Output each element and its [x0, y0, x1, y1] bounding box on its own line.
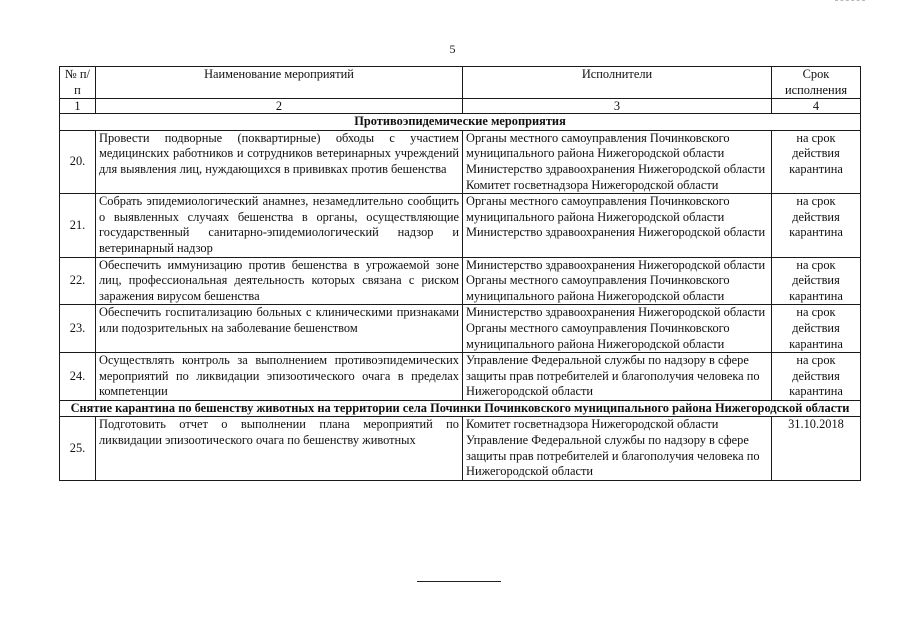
- measures-table: [59, 66, 861, 481]
- term-cell: на срок действия карантина: [772, 130, 861, 193]
- row-number: 20.: [60, 130, 96, 193]
- section-row: [60, 114, 861, 131]
- term-cell: на срок действия карантина: [772, 353, 861, 401]
- executors-cell: [463, 130, 772, 193]
- executors-cell: [463, 353, 772, 401]
- executor: Управление Федеральной службы по надзору в сфере защиты прав потребителей и благополучия человека по Нижегородской области: [466, 433, 760, 479]
- section-title: Снятие карантина по бешенству животных на территории села Починки Починковского муниципального района Нижегородской области: [60, 400, 861, 417]
- column-number: 3: [463, 99, 772, 114]
- measure-name: Собрать эпидемиологический анамнез, незамедлительно сообщить о выявленных случаях бешенства в органы, осуществляющие государственный санитарно-эпидемиологический надзор и ветеринарный надзор: [96, 194, 463, 257]
- executor: Органы местного самоуправления Починковского муниципального района Нижегородской области: [466, 273, 730, 303]
- executor: Министерство здравоохранения Нижегородской области: [466, 225, 766, 240]
- column-number: 4: [772, 99, 861, 114]
- table-row: [60, 305, 861, 353]
- row-number: 25.: [60, 417, 96, 480]
- term-cell: 31.10.2018: [772, 417, 861, 480]
- column-number: 2: [96, 99, 463, 114]
- row-number: 21.: [60, 194, 96, 257]
- column-number: 1: [60, 99, 96, 114]
- executor: Комитет госветнадзора Нижегородской области: [466, 177, 719, 192]
- executors-cell: [463, 305, 772, 353]
- page-number: 5: [449, 42, 456, 56]
- executor: Органы местного самоуправления Починковского муниципального района Нижегородской области: [466, 130, 730, 161]
- footer-divider: [417, 581, 501, 582]
- executor: Органы местного самоуправления Починковского муниципального района Нижегородской области: [466, 194, 730, 224]
- executors-cell: [463, 194, 772, 257]
- executor: Министерство здравоохранения Нижегородской области: [466, 161, 766, 176]
- table-row: [60, 130, 861, 193]
- measure-name: Подготовить отчет о выполнении плана мероприятий по ликвидации эпизоотического очага по бешенству животных: [96, 417, 463, 480]
- header-executors: Исполнители: [463, 67, 772, 99]
- term-cell: на срок действия карантина: [772, 305, 861, 353]
- table-row: [60, 257, 861, 305]
- term-cell: на срок действия карантина: [772, 194, 861, 257]
- executor: Органы местного самоуправления Починковского муниципального района Нижегородской области: [466, 320, 730, 351]
- header-num: № п/п: [60, 67, 96, 99]
- table-row: [60, 194, 861, 257]
- section-row: [60, 400, 861, 417]
- table-row: [60, 353, 861, 401]
- measure-name: Обеспечить госпитализацию больных с клиническими признаками или подозрительных на заболевание бешенством: [96, 305, 463, 353]
- executor: Министерство здравоохранения Нижегородской области: [466, 257, 766, 272]
- column-number-row: [60, 99, 861, 114]
- scan-artifact: [835, 0, 865, 1]
- executors-cell: [463, 257, 772, 305]
- executors-cell: [463, 417, 772, 480]
- term-cell: на срок действия карантина: [772, 257, 861, 305]
- table-header-row: [60, 67, 861, 99]
- row-number: 22.: [60, 257, 96, 305]
- executor: Управление Федеральной службы по надзору в сфере защиты прав потребителей и благополучия человека по Нижегородской области: [466, 353, 760, 399]
- table-row: [60, 417, 861, 480]
- row-number: 23.: [60, 305, 96, 353]
- executor: Комитет госветнадзора Нижегородской области: [466, 417, 719, 432]
- section-title: Противоэпидемические мероприятия: [60, 114, 861, 131]
- header-name: Наименование мероприятий: [96, 67, 463, 99]
- measure-name: Провести подворные (поквартирные) обходы с участием медицинских работников и сотрудников ветеринарных учреждений для выявления лиц, нуждающихся в прививках против бешенства: [96, 130, 463, 193]
- row-number: 24.: [60, 353, 96, 401]
- executor: Министерство здравоохранения Нижегородской области: [466, 305, 766, 320]
- measure-name: Осуществлять контроль за выполнением противоэпидемических мероприятий по ликвидации эпизоотического очага в пределах компетенции: [96, 353, 463, 401]
- header-term: Срок исполнения: [772, 67, 861, 99]
- measure-name: Обеспечить иммунизацию против бешенства в угрожаемой зоне лиц, профессиональная деятельность которых связана с риском заражения вирусом бешенства: [96, 257, 463, 305]
